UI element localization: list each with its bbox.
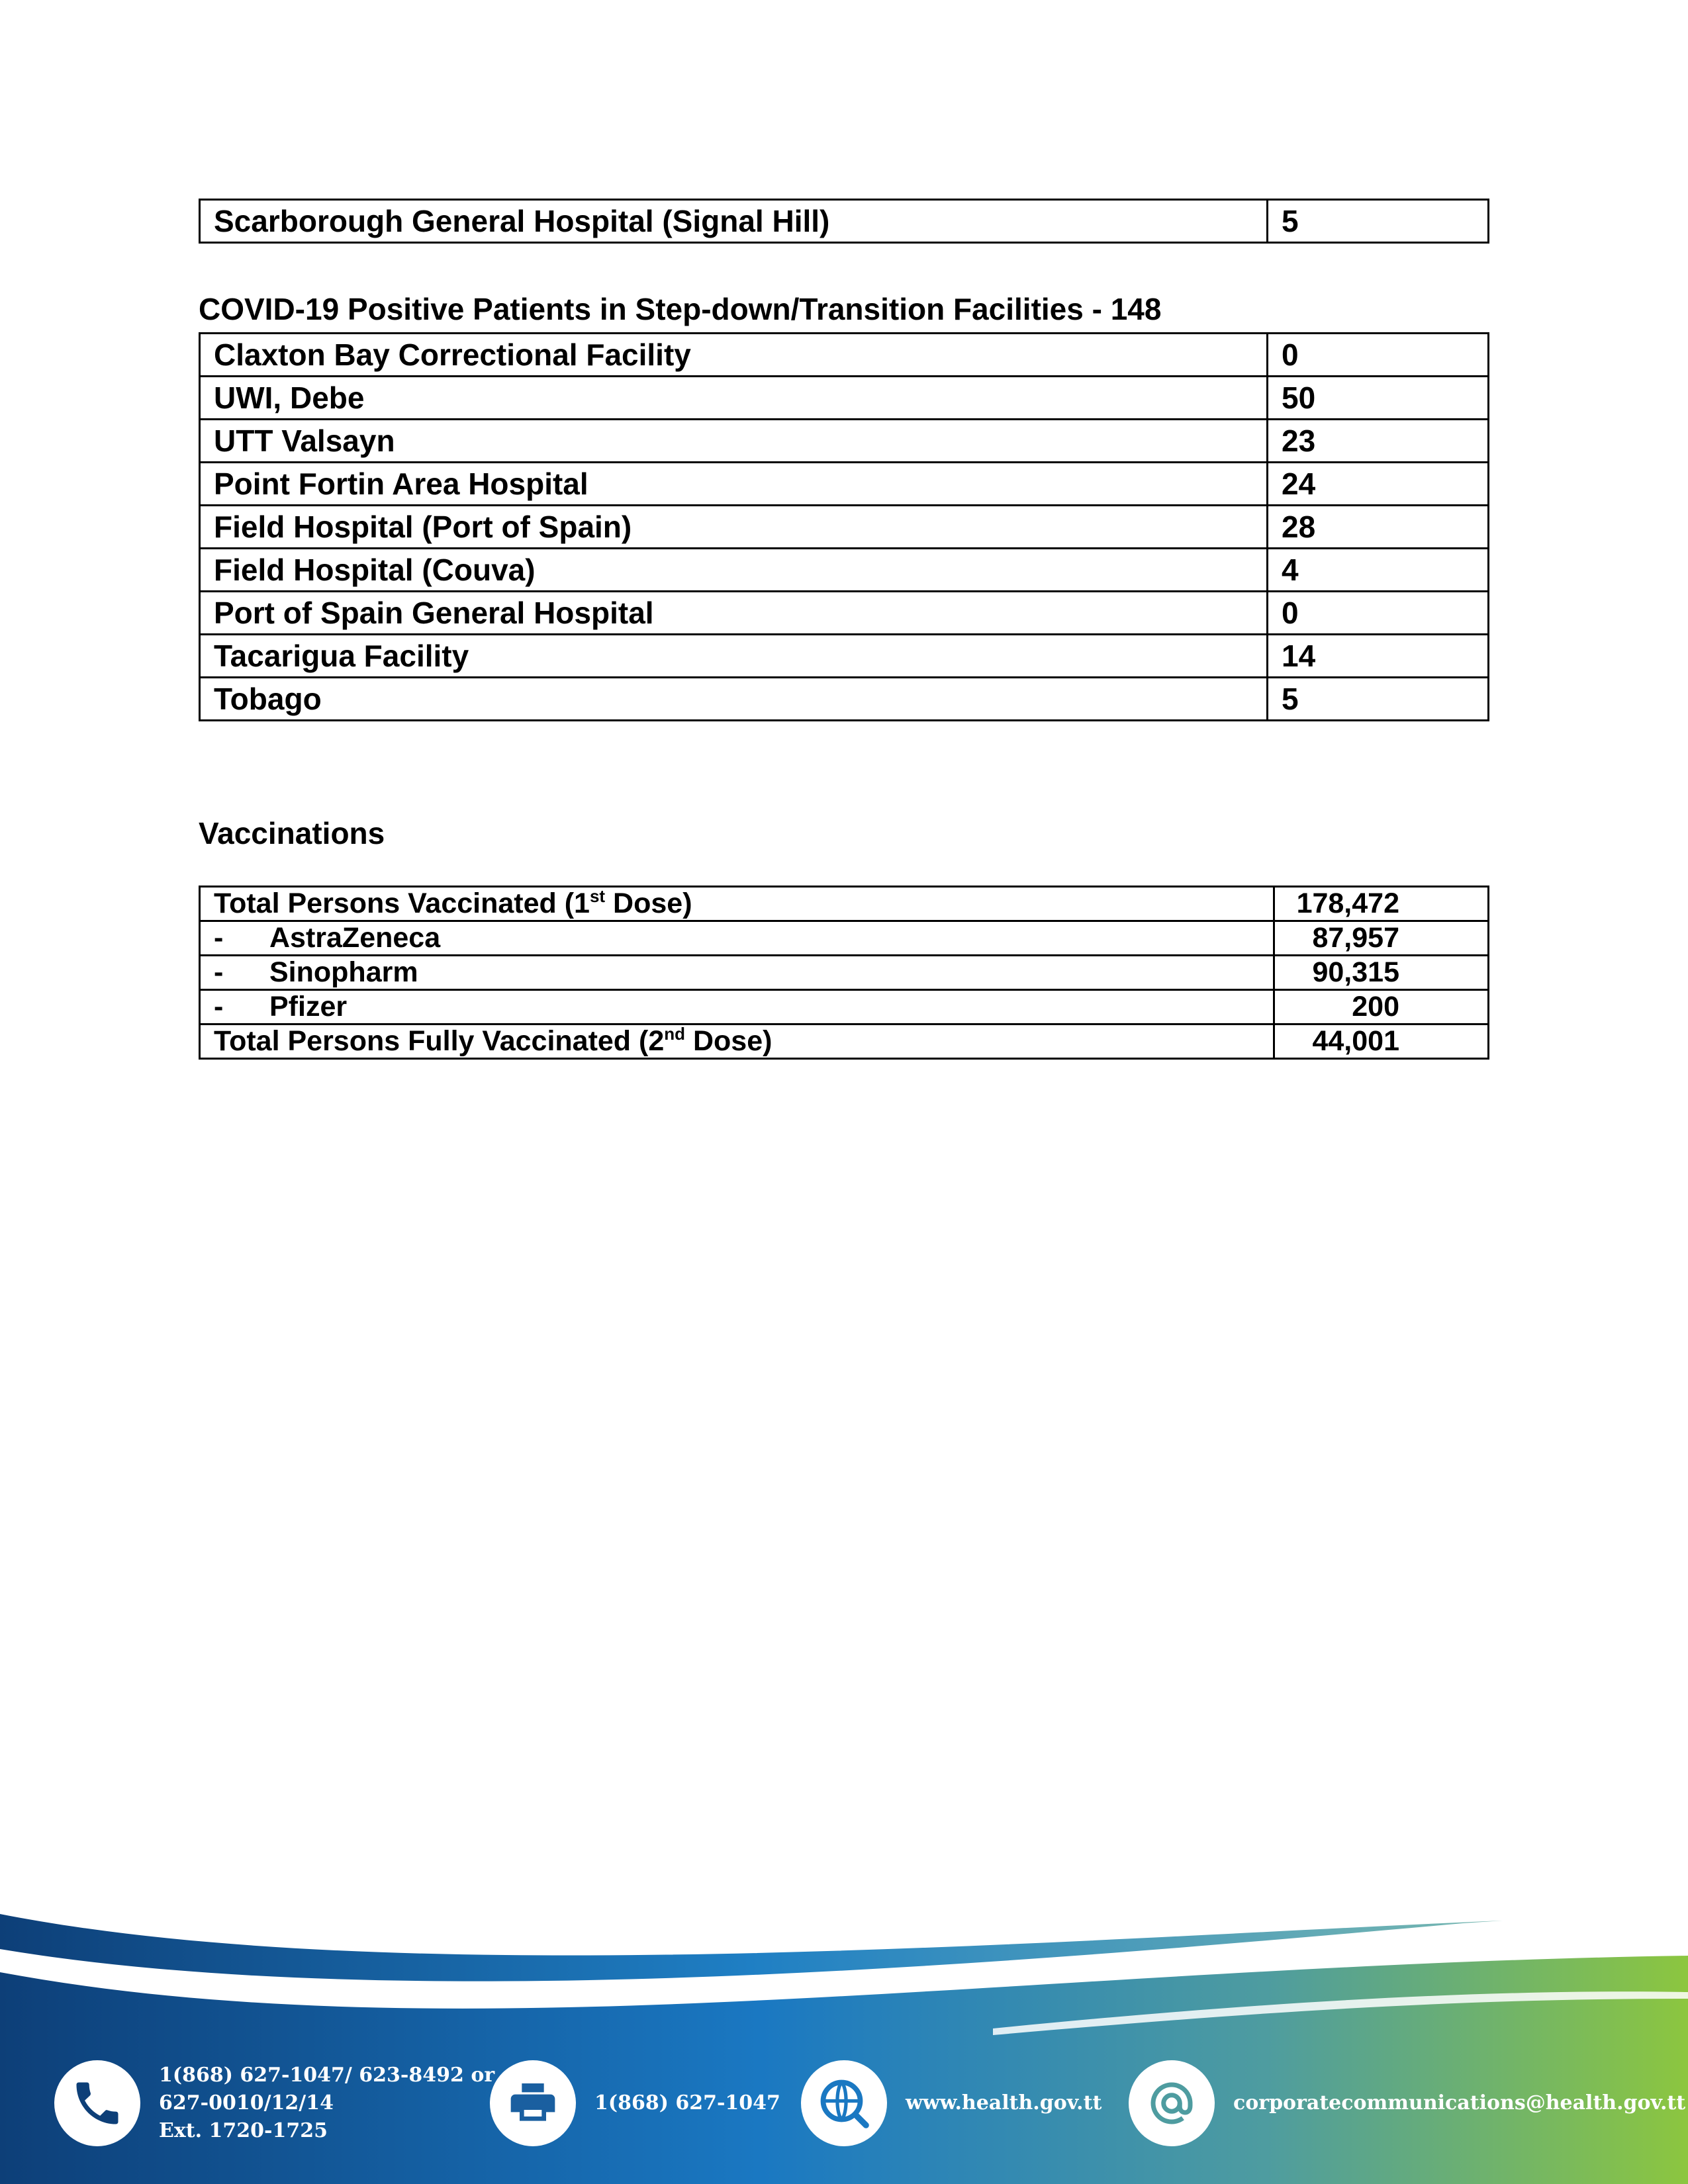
stepdown-heading: COVID-19 Positive Patients in Step-down/Transition Facilities - 148	[199, 292, 1162, 326]
footer-web[interactable]	[801, 2060, 1102, 2146]
phone-icon	[54, 2060, 140, 2146]
table-row	[200, 506, 1489, 549]
globe-search-icon	[801, 2060, 887, 2146]
phone-line: 627-0010/12/14	[159, 2091, 334, 2115]
facility-name: Point Fortin Area Hospital	[200, 463, 1268, 506]
facility-count: 0	[1268, 334, 1489, 377]
facility-name: UTT Valsayn	[200, 420, 1268, 463]
facility-count: 24	[1268, 463, 1489, 506]
phone-line: Ext. 1720-1725	[159, 2119, 328, 2142]
table-row	[200, 887, 1489, 921]
table-row	[200, 377, 1489, 420]
table-row	[200, 592, 1489, 635]
website-link[interactable]: www.health.gov.tt	[906, 2091, 1102, 2115]
table-row	[200, 1024, 1489, 1059]
bullet-dash: -	[214, 956, 224, 988]
facility-name: UWI, Debe	[200, 377, 1268, 420]
label-text: Dose)	[605, 887, 692, 919]
phone-line: 1(868) 627-1047/ 623-8492 or	[159, 2064, 495, 2087]
brand-name: Pfizer	[269, 991, 348, 1023]
facility-count: 23	[1268, 420, 1489, 463]
vaccinations-heading: Vaccinations	[199, 816, 385, 850]
brand-label	[200, 921, 1274, 956]
phone-numbers	[159, 2062, 494, 2145]
facility-count: 14	[1268, 635, 1489, 678]
brand-label	[200, 990, 1274, 1024]
bullet-dash: -	[214, 991, 224, 1023]
facility-count: 5	[1268, 678, 1489, 721]
brand-value: 90,315	[1274, 956, 1489, 990]
footer-fax	[490, 2060, 780, 2146]
table-row	[200, 334, 1489, 377]
facility-name: Tacarigua Facility	[200, 635, 1268, 678]
brand-name: Sinopharm	[269, 956, 418, 988]
ordinal-suffix: nd	[664, 1024, 686, 1044]
second-dose-value: 44,001	[1274, 1024, 1489, 1059]
facility-count: 0	[1268, 592, 1489, 635]
facility-name: Port of Spain General Hospital	[200, 592, 1268, 635]
table-row	[200, 921, 1489, 956]
facility-count: 50	[1268, 377, 1489, 420]
vaccinations-table	[199, 886, 1489, 1060]
top-facility-table	[199, 199, 1489, 244]
facility-count: 28	[1268, 506, 1489, 549]
second-dose-label	[200, 1024, 1274, 1059]
table-row	[200, 420, 1489, 463]
footer-email[interactable]	[1129, 2060, 1685, 2146]
ordinal-suffix: st	[589, 886, 606, 906]
facility-count: 4	[1268, 549, 1489, 592]
label-text: Total Persons Fully Vaccinated (2	[214, 1025, 665, 1057]
printer-icon	[490, 2060, 576, 2146]
table-row	[200, 549, 1489, 592]
table-row	[200, 678, 1489, 721]
facility-name: Claxton Bay Correctional Facility	[200, 334, 1268, 377]
table-row	[200, 956, 1489, 990]
facility-count: 5	[1268, 200, 1489, 243]
facility-name: Field Hospital (Port of Spain)	[200, 506, 1268, 549]
brand-name: AstraZeneca	[269, 922, 441, 954]
brand-label	[200, 956, 1274, 990]
table-row	[200, 635, 1489, 678]
label-text: Total Persons Vaccinated (1	[214, 887, 590, 919]
first-dose-value: 178,472	[1274, 887, 1489, 921]
facility-name: Tobago	[200, 678, 1268, 721]
footer-phone	[54, 2060, 494, 2146]
table-row	[200, 463, 1489, 506]
facility-name: Scarborough General Hospital (Signal Hill)	[200, 200, 1268, 243]
label-text: Dose)	[685, 1025, 773, 1057]
at-sign-icon	[1129, 2060, 1215, 2146]
table-row	[200, 200, 1489, 243]
brand-value: 200	[1274, 990, 1489, 1024]
stepdown-table	[199, 332, 1489, 721]
email-link[interactable]: corporatecommunications@health.gov.tt	[1233, 2091, 1686, 2115]
fax-number: 1(868) 627-1047	[594, 2091, 780, 2115]
facility-name: Field Hospital (Couva)	[200, 549, 1268, 592]
bullet-dash: -	[214, 922, 224, 954]
first-dose-label	[200, 887, 1274, 921]
table-row	[200, 990, 1489, 1024]
brand-value: 87,957	[1274, 921, 1489, 956]
